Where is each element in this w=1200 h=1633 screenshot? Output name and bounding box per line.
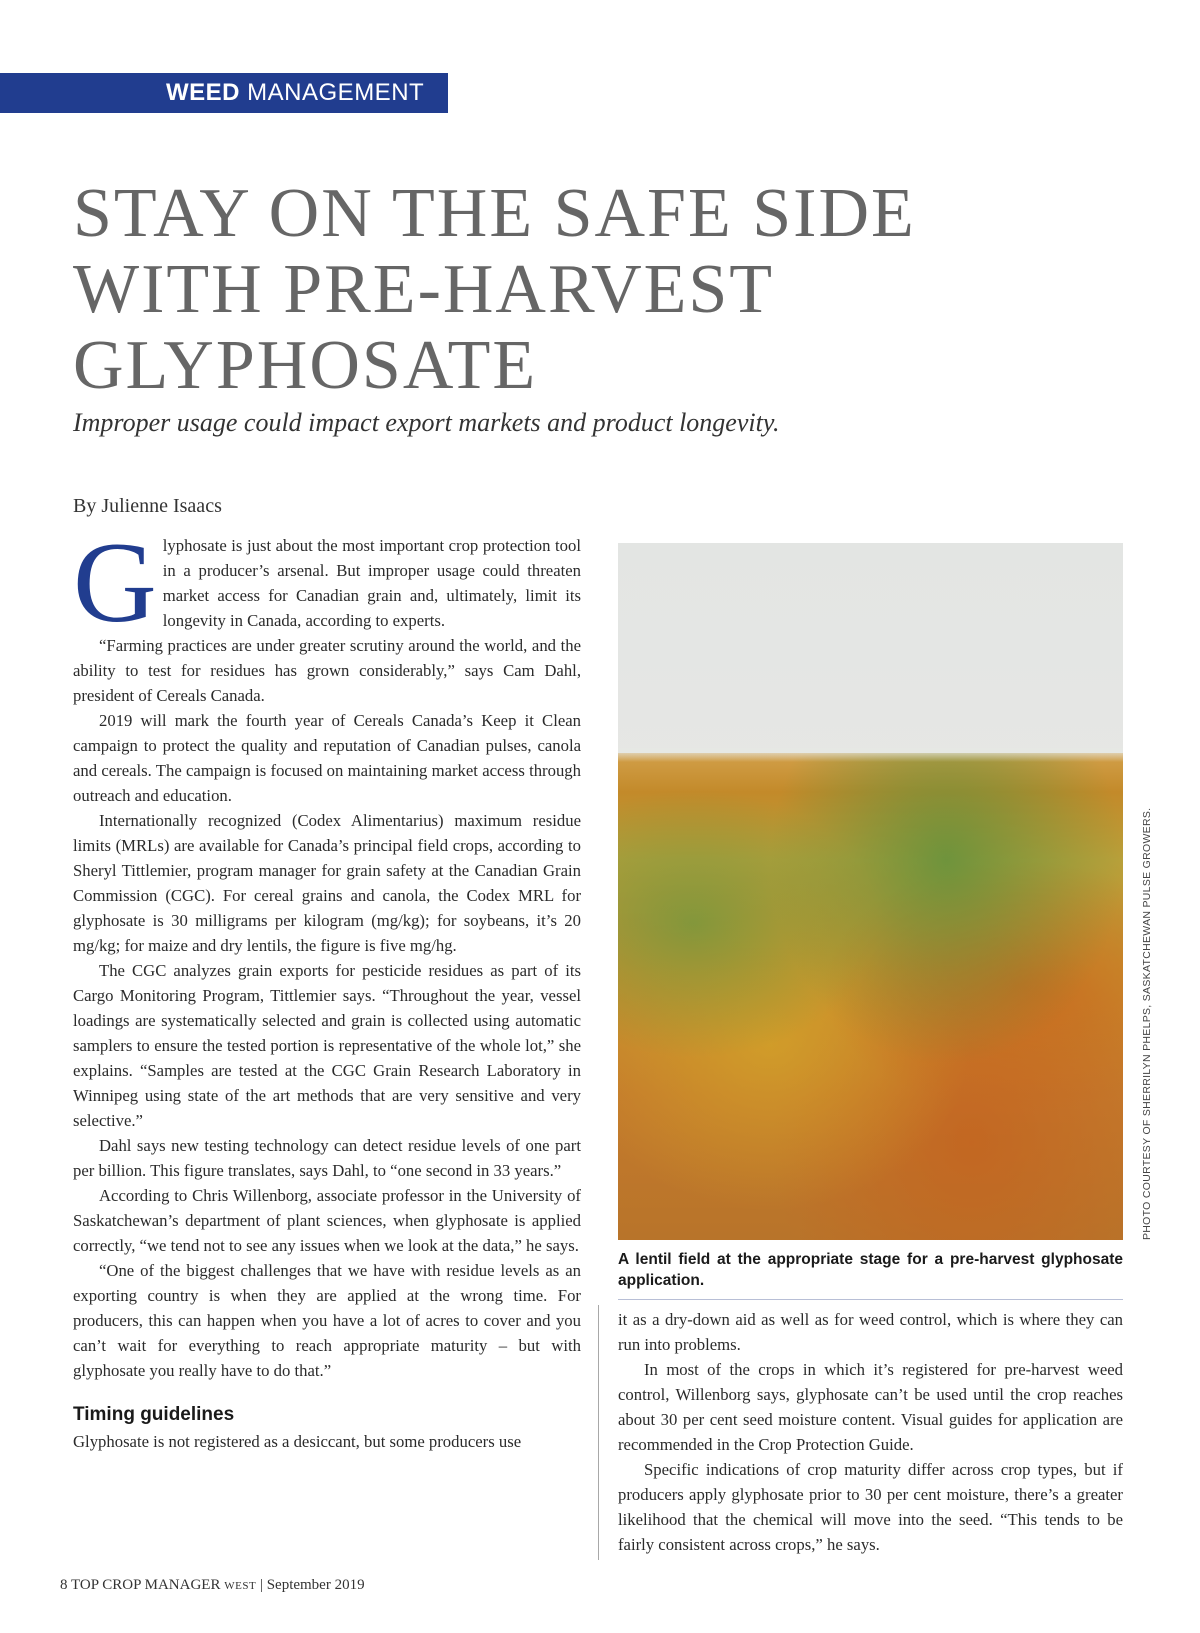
photo-credit: PHOTO COURTESY OF SHERRILYN PHELPS, SASKATCHEWAN PULSE GROWERS. [1141, 807, 1153, 1240]
paragraph: Specific indications of crop maturity differ across crop types, but if producers apply glyphosate prior to 30 per cent moisture, there’s a greater likelihood that the chemical will move into the seed. “This tends to be fairly consistent across crops,” he says. [618, 1460, 1123, 1554]
horizon-haze [618, 748, 1123, 762]
photo-caption: A lentil field at the appropriate stage for a pre-harvest glyphosate application. [618, 1251, 1123, 1289]
section-label-rest: MANAGEMENT [247, 79, 425, 106]
lentil-field-photo [618, 543, 1123, 1240]
field-image [618, 753, 1123, 1240]
page-footer [60, 1577, 365, 1594]
paragraph: “One of the biggest challenges that we have with residue levels as an exporting country is when they are applied at the wrong time. For producers, this can happen when you have a lot of acres to cover and you can’t wait for everything to reach appropriate maturity – but with glyphosate you really have to do that.” [73, 1261, 581, 1380]
column-divider [598, 1305, 599, 1560]
section-label-bold: WEED [166, 79, 240, 106]
paragraph: In most of the crops in which it’s registered for pre-harvest weed control, Willenborg says, glyphosate can’t be used until the crop reaches about 30 per cent seed moisture content. Visual guides for application are recommended in the Crop Protection Guide. [618, 1360, 1123, 1454]
paragraph [73, 533, 581, 647]
caption-divider [618, 1299, 1123, 1300]
byline: By Julienne Isaacs [73, 495, 222, 517]
magazine-name: TOP CROP MANAGER [70, 1577, 221, 1593]
issue-date: September 2019 [266, 1577, 365, 1593]
paragraph: Glyphosate is not registered as a desiccant, but some producers use [73, 1432, 522, 1451]
paragraph: Dahl says new testing technology can detect residue levels of one part per billion. This figure translates, says Dahl, to “one second in 33 years.” [73, 1136, 581, 1180]
paragraph: According to Chris Willenborg, associate professor in the University of Saskatchewan’s department of plant sciences, when glyphosate is applied correctly, “we tend not to see any issues when we look at the data,” he says. [73, 1186, 581, 1255]
drop-cap: G [73, 533, 157, 647]
paragraph: “Farming practices are under greater scrutiny around the world, and the ability to test for residues has grown considerably,” says Cam Dahl, president of Cereals Canada. [73, 636, 581, 705]
footer-separator: | [259, 1577, 263, 1593]
left-column [73, 533, 581, 1568]
page-number: 8 [60, 1577, 68, 1593]
paragraph: 2019 will mark the fourth year of Cereals Canada’s Keep it Clean campaign to protect the quality and reputation of Canadian pulses, canola and cereals. The campaign is focused on maintaining market access through outreach and education. [73, 711, 581, 805]
subheading: Timing guidelines [73, 1404, 235, 1425]
article-title [73, 176, 1073, 404]
article-dek: Improper usage could impact export markets and product longevity. [73, 408, 780, 437]
right-column [618, 1307, 1123, 1567]
paragraph-text: lyphosate is just about the most important crop protection tool in a producer’s arsenal. But improper usage could threaten market access for Canadian grain and, ultimately, limit its longevity in Canada, according to experts. [162, 536, 581, 630]
magazine-edition: WEST [224, 1580, 257, 1592]
title-line-1: STAY ON THE SAFE SIDE [73, 175, 916, 252]
paragraph: it as a dry-down aid as well as for weed control, which is where they can run into problems. [618, 1310, 1123, 1354]
title-line-2: WITH PRE-HARVEST [73, 251, 775, 328]
section-label [0, 73, 448, 113]
paragraph: The CGC analyzes grain exports for pesticide residues as part of its Cargo Monitoring Program, Tittlemier says. “Throughout the year, vessel loadings are systematically selected and grain is collected using automatic samplers to ensure the tested portion is representative of the whole lot,” she explains. “Samples are tested at the CGC Grain Research Laboratory in Winnipeg using state of the art methods that are very sensitive and very selective.” [73, 961, 581, 1130]
title-line-3: GLYPHOSATE [73, 327, 538, 404]
paragraph: Internationally recognized (Codex Alimentarius) maximum residue limits (MRLs) are available for Canada’s principal field crops, according to Sheryl Tittlemier, program manager for grain safety at the Canadian Grain Commission (CGC). For cereal grains and canola, the Codex MRL for glyphosate is 30 milligrams per kilogram (mg/kg); for soybeans, it’s 20 mg/kg; for maize and dry lentils, the figure is five mg/hg. [73, 811, 581, 955]
